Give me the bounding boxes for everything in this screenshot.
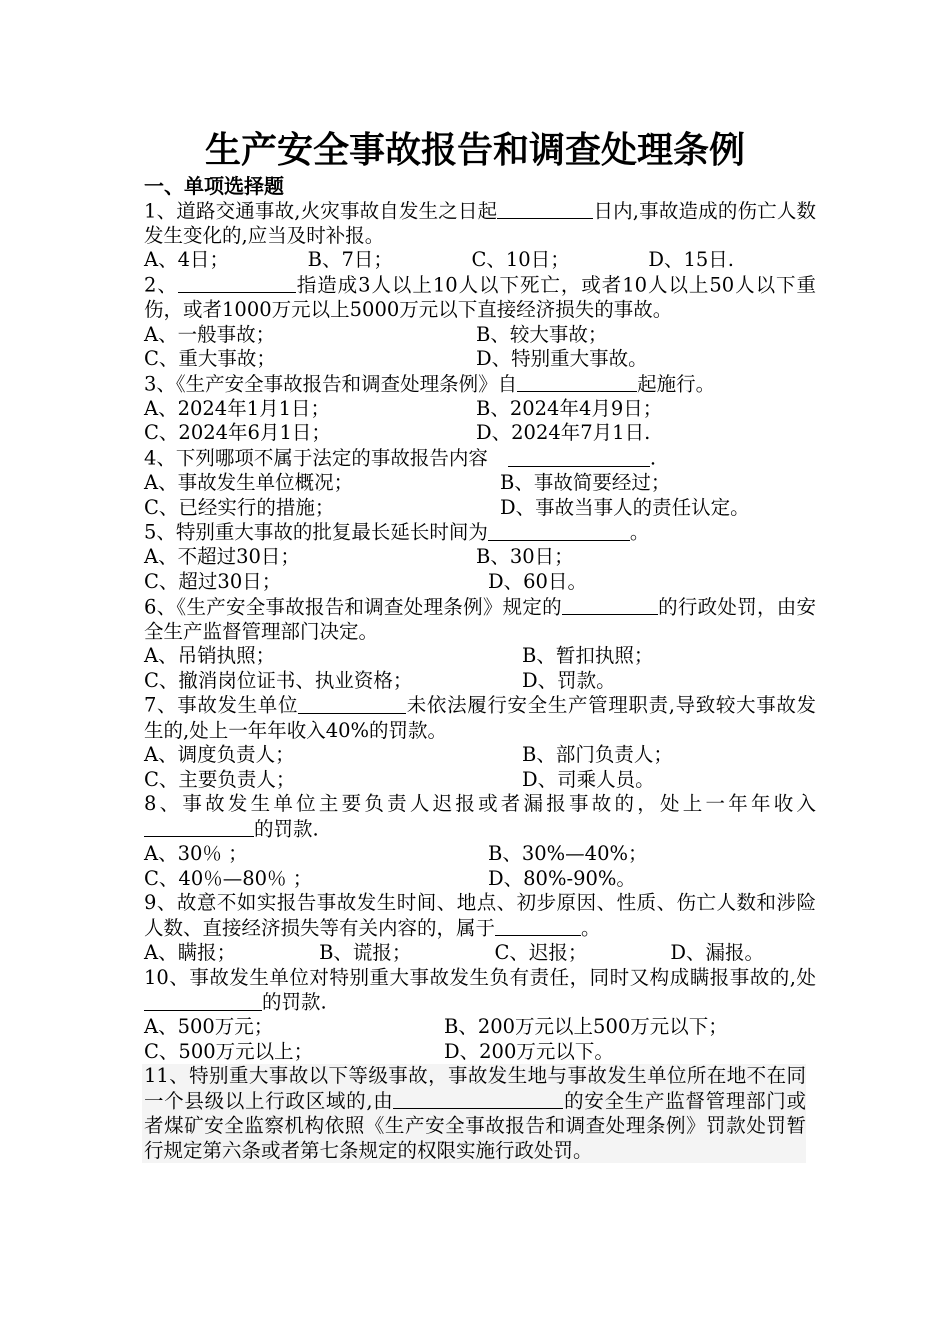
question-1: 1、道路交通事故,火灾事故自发生之日起 日内,事故造成的伤亡人数发生变化的,应当及时补报。 bbox=[144, 199, 817, 247]
question-7: 7、事故发生单位 未依法履行安全生产管理职责,导致较大事故发生的,处上一年年收入40%的罚款。 bbox=[144, 693, 816, 742]
option-a: A、事故发生单位概况； bbox=[144, 471, 354, 495]
option-d: D、漏报。 bbox=[670, 940, 764, 964]
document-title: 生产安全事故报告和调查处理条例 bbox=[204, 130, 745, 171]
question-2: 2、 指造成3人以上10人以下死亡，或者10人以上50人以下重伤，或者1000万元以上5000万元以下直接经济损失的事故。 bbox=[144, 273, 816, 321]
section-heading: 一、单项选择题 bbox=[144, 174, 284, 198]
answer-blank bbox=[497, 199, 593, 220]
option-d: D、60日。 bbox=[488, 570, 587, 593]
option-b: B、较大事故； bbox=[476, 322, 608, 346]
option-b: B、7日； bbox=[307, 248, 393, 272]
question-list bbox=[144, 174, 816, 1163]
answer-blank bbox=[562, 595, 658, 616]
option-b: B、事故简要经过； bbox=[500, 471, 671, 495]
question-5: 5、特别重大事故的批复最长延长时间为 。 bbox=[144, 520, 650, 544]
option-b: B、30%—40%； bbox=[488, 842, 648, 866]
question-6: 6、《生产安全事故报告和调查处理条例》规定的 的行政处罚，由安全生产监督管理部门决定。 bbox=[144, 595, 816, 643]
option-a: A、吊销执照； bbox=[144, 644, 276, 668]
question-8-options bbox=[144, 842, 816, 891]
question-3-options bbox=[144, 397, 816, 446]
question-3: 3、《生产安全事故报告和调查处理条例》自 起施行。 bbox=[144, 372, 716, 396]
option-c: C、已经实行的措施； bbox=[144, 495, 335, 519]
question-9-options bbox=[144, 941, 764, 966]
answer-blank bbox=[488, 520, 630, 541]
question-9: 9、故意不如实报告事故发生时间、地点、初步原因、性质、伤亡人数和涉险人数、直接经济损失等有关内容的，属于 。 bbox=[144, 891, 816, 940]
option-d: D、罚款。 bbox=[522, 668, 616, 692]
option-d: D、80%-90%。 bbox=[488, 866, 636, 890]
question-5-options bbox=[144, 545, 816, 594]
option-c: C、迟报； bbox=[494, 940, 588, 964]
option-a: A、2024年1月1日； bbox=[144, 396, 331, 420]
option-d: D、15日. bbox=[648, 248, 734, 272]
option-c: C、超过30日； bbox=[144, 570, 282, 593]
option-c: C、2024年6月1日； bbox=[144, 421, 331, 445]
option-a: A、4日； bbox=[144, 248, 229, 272]
option-c: C、撤消岗位证书、执业资格； bbox=[144, 668, 413, 692]
option-b: B、部门负责人； bbox=[522, 743, 673, 767]
answer-blank bbox=[517, 372, 637, 393]
option-a: A、调度负责人； bbox=[144, 743, 295, 767]
option-b: B、谎报； bbox=[319, 940, 412, 964]
question-10-options bbox=[144, 1015, 816, 1064]
option-c: C、40％—80％ ； bbox=[144, 866, 313, 890]
question-4-options bbox=[144, 471, 816, 520]
question-1-options bbox=[144, 248, 734, 273]
option-d: D、特别重大事故。 bbox=[476, 347, 648, 371]
question-4: 4、下列哪项不属于法定的事故报告内容 . bbox=[144, 446, 657, 470]
answer-blank bbox=[298, 693, 406, 714]
answer-blank bbox=[495, 916, 581, 937]
option-a: A、30％ ； bbox=[144, 842, 248, 866]
option-c: C、主要负责人； bbox=[144, 767, 296, 791]
option-d: D、2024年7月1日. bbox=[476, 421, 651, 445]
option-d: D、司乘人员。 bbox=[522, 767, 655, 791]
option-d: D、200万元以下。 bbox=[444, 1039, 614, 1063]
answer-blank bbox=[178, 273, 296, 294]
question-2-options bbox=[144, 323, 816, 372]
question-8: 8、事故发生单位主要负责人迟报或者漏报事故的，处上一年年收入的罚款. bbox=[144, 792, 816, 841]
option-b: B、2024年4月9日； bbox=[476, 396, 663, 420]
option-a: A、500万元； bbox=[144, 1015, 274, 1039]
option-c: C、10日； bbox=[471, 248, 570, 272]
answer-blank bbox=[393, 1089, 563, 1110]
option-c: C、重大事故； bbox=[144, 347, 276, 371]
question-7-options bbox=[144, 743, 816, 792]
option-c: C、500万元以上； bbox=[144, 1039, 314, 1063]
option-b: B、暂扣执照； bbox=[522, 644, 654, 668]
option-b: B、200万元以上500万元以下； bbox=[444, 1015, 728, 1039]
answer-blank bbox=[144, 990, 262, 1011]
answer-blank bbox=[144, 817, 254, 838]
option-a: A、瞒报； bbox=[144, 940, 237, 964]
answer-blank bbox=[508, 446, 650, 467]
option-b: B、30日； bbox=[476, 545, 574, 569]
question-6-options bbox=[144, 644, 816, 693]
question-10: 10、事故发生单位对特别重大事故发生负有责任，同时又构成瞒报事故的,处的罚款. bbox=[144, 965, 816, 1014]
question-11: 11、特别重大事故以下等级事故，事故发生地与事故发生单位所在地不在同一个县级以上行政区域的,由 的安全生产监督管理部门或者煤矿安全监察机构依照《生产安全事故报告和调查处理条例》罚款处罚暂行规定第六条或者第七条规定的权限实施行政处罚。 bbox=[144, 1064, 806, 1162]
option-a: A、一般事故； bbox=[144, 322, 276, 346]
option-a: A、不超过30日； bbox=[144, 545, 300, 569]
option-d: D、事故当事人的责任认定。 bbox=[500, 495, 750, 519]
